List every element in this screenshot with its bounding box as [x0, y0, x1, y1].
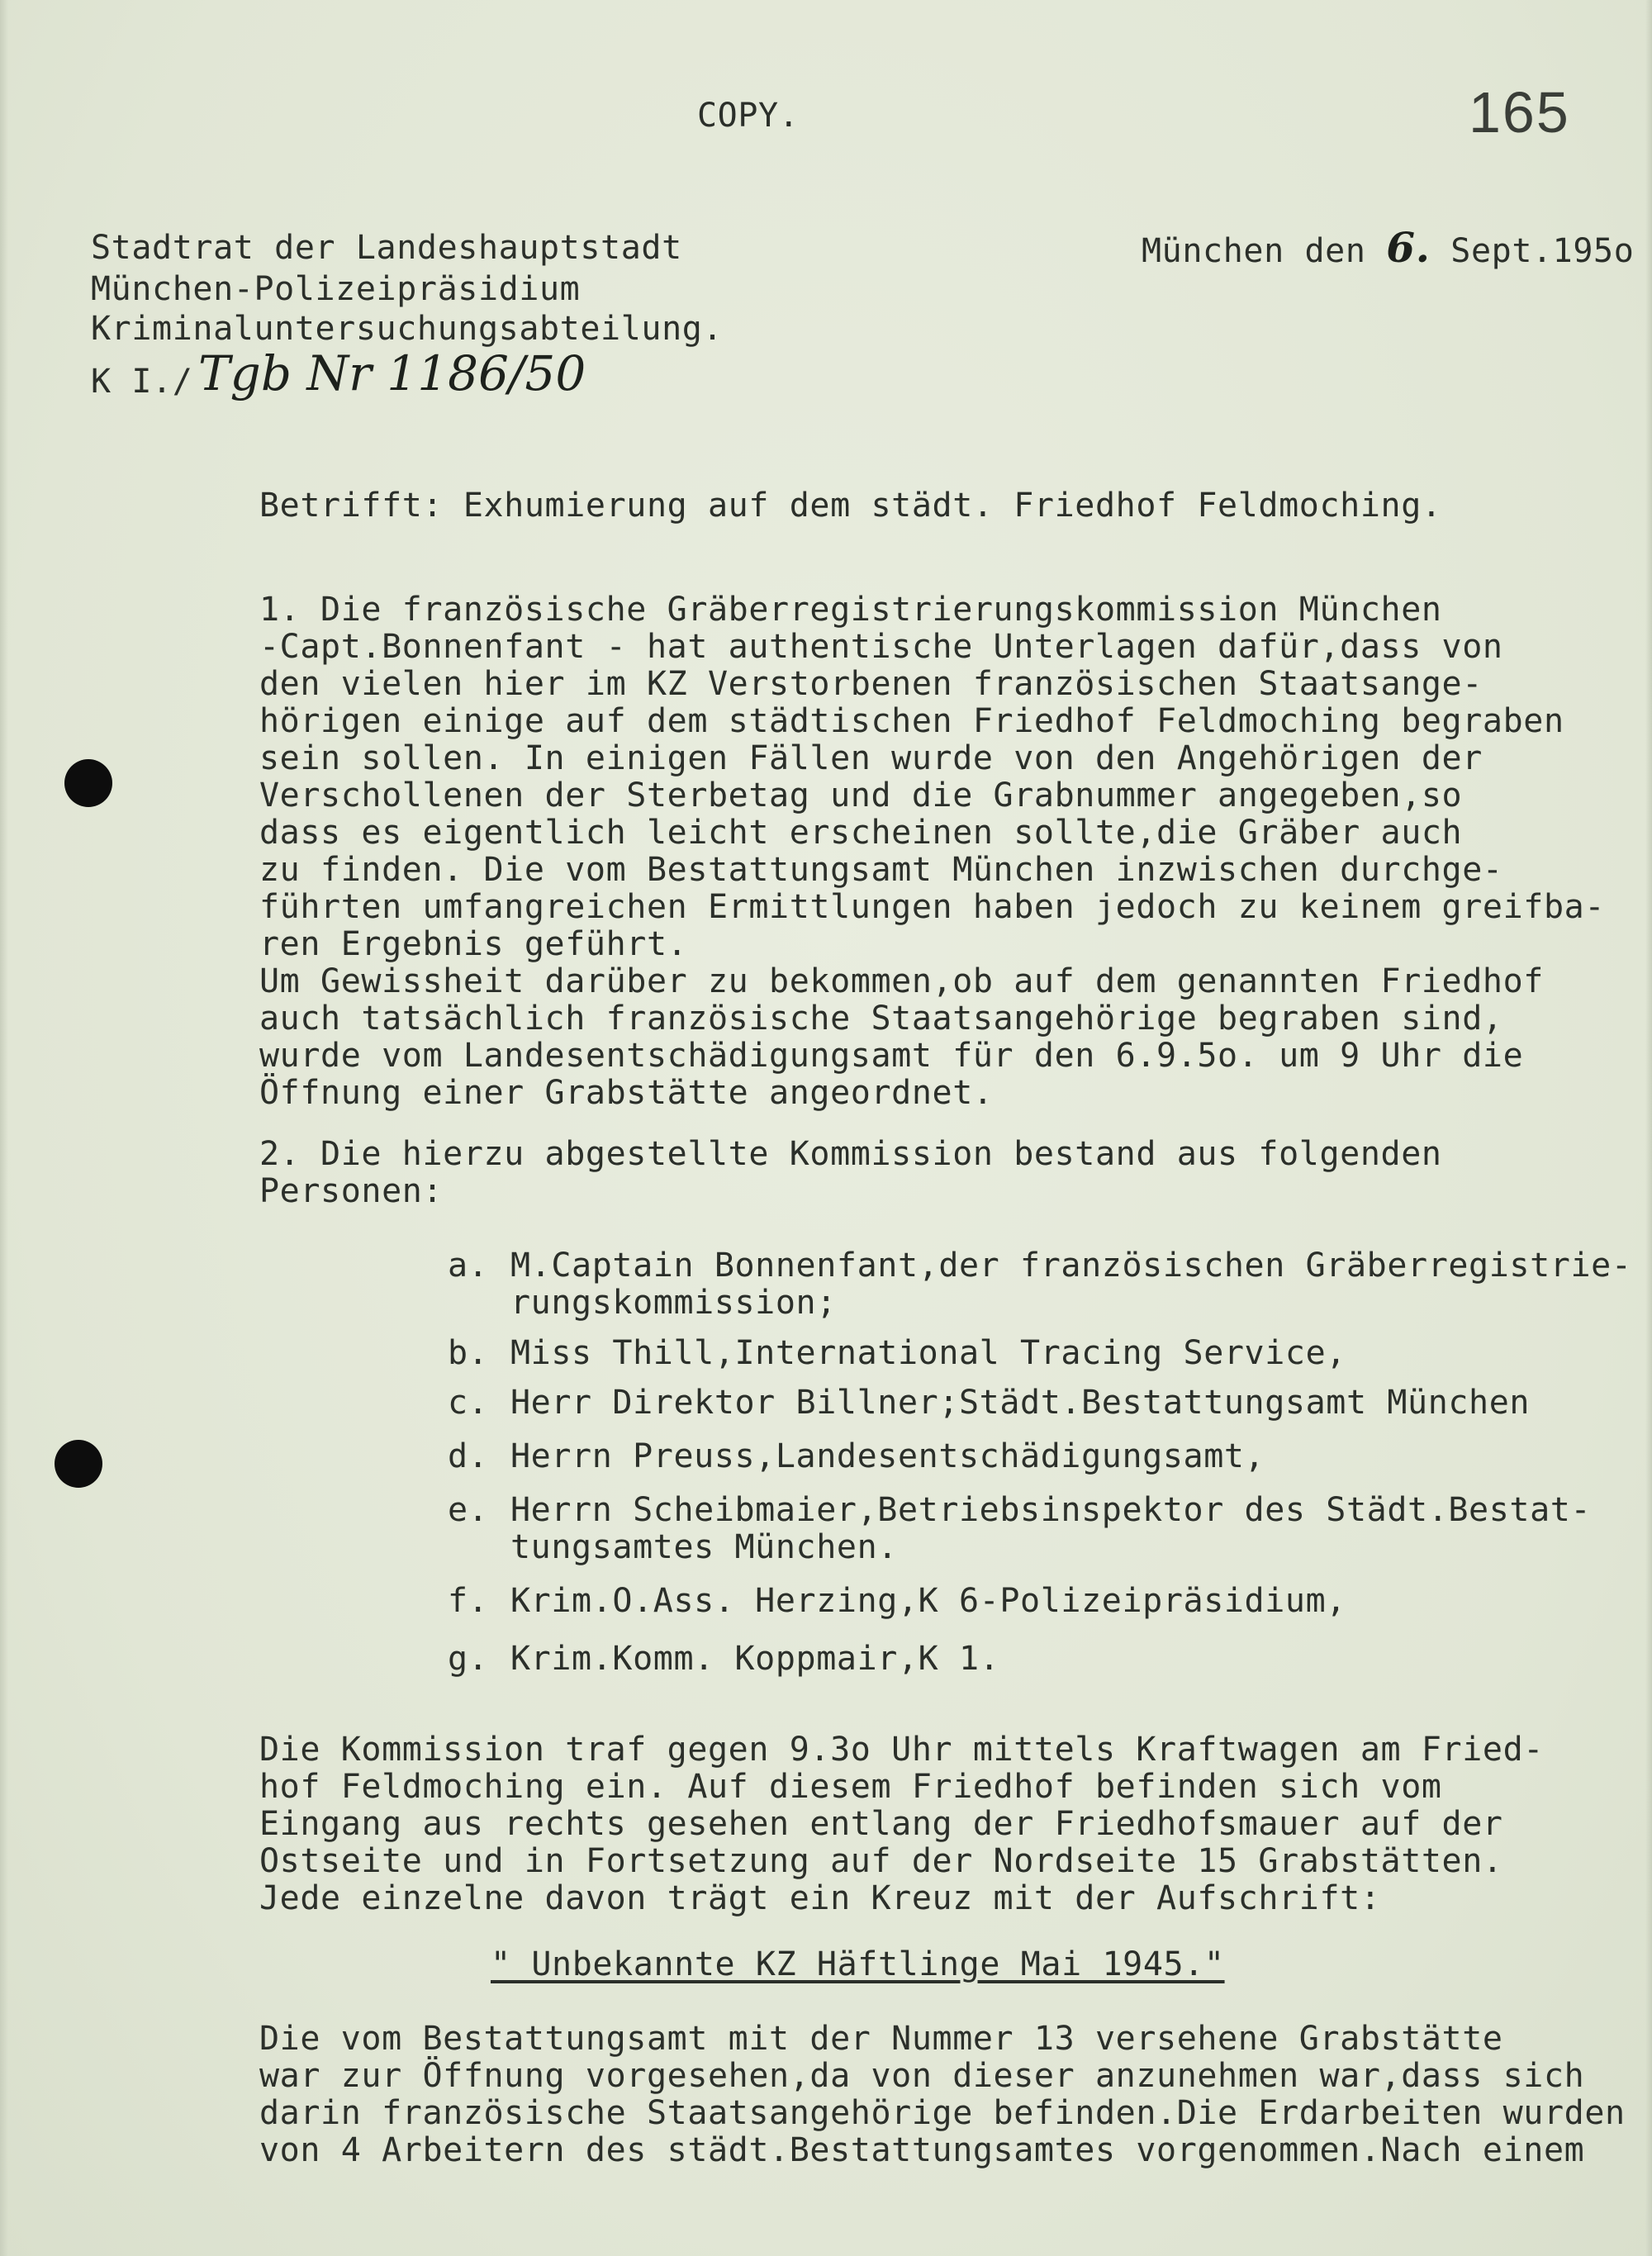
page-edge-right: [1645, 0, 1652, 2256]
paragraph-3-line: Jede einzelne davon trägt ein Kreuz mit der Aufschrift:: [259, 1879, 1381, 1917]
paragraph-3-line: hof Feldmoching ein. Auf diesem Friedhof befinden sich vom: [259, 1768, 1442, 1806]
punch-hole-icon: [64, 759, 112, 807]
member-letter: f.: [448, 1582, 489, 1620]
paragraph-1-line: hörigen einige auf dem städtischen Friedhof Feldmoching begraben: [259, 702, 1564, 740]
member-letter: e.: [448, 1491, 489, 1529]
date-prefix: München den: [1142, 232, 1387, 270]
paragraph-1-line: den vielen hier im KZ Verstorbenen französischen Staatsange-: [259, 665, 1483, 703]
paragraph-2-line: 2. Die hierzu abgestellte Kommission bestand aus folgenden: [259, 1135, 1442, 1173]
sender-line-1: Stadtrat der Landeshauptstadt: [91, 229, 682, 267]
reference-prefix: K I./: [91, 363, 193, 401]
paragraph-2-line: Personen:: [259, 1172, 444, 1210]
member-letter: b.: [448, 1334, 489, 1372]
page-number: 165: [1469, 80, 1570, 145]
paragraph-4-line: darin französische Staatsangehörige befinden.Die Erdarbeiten wurden: [259, 2094, 1626, 2132]
member-text: tungsamtes München.: [510, 1528, 898, 1566]
paragraph-1-line: -Capt.Bonnenfant - hat authentische Unterlagen dafür,dass von: [259, 628, 1503, 666]
reference-handwritten: Tgb Nr 1186/50: [198, 345, 586, 401]
paragraph-1-line: auch tatsächlich französische Staatsangehörige begraben sind,: [259, 1000, 1503, 1038]
member-letter: c.: [448, 1384, 489, 1422]
member-text: Herr Direktor Billner;Städt.Bestattungsamt München: [510, 1384, 1531, 1422]
paragraph-3-line: Ostseite und in Fortsetzung auf der Nordseite 15 Grabstätten.: [259, 1842, 1503, 1880]
paragraph-1-line: Öffnung einer Grabstätte angeordnet.: [259, 1074, 994, 1112]
paragraph-1-line: sein sollen. In einigen Fällen wurde von den Angehörigen der: [259, 739, 1483, 777]
paragraph-1-line: Um Gewissheit darüber zu bekommen,ob auf dem genannten Friedhof: [259, 962, 1544, 1000]
sender-line-3: Kriminaluntersuchungsabteilung.: [91, 310, 724, 348]
paragraph-1-line: zu finden. Die vom Bestattungsamt München inzwischen durchge-: [259, 851, 1503, 889]
member-text: Krim.O.Ass. Herzing,K 6-Polizeipräsidium,: [510, 1582, 1346, 1620]
member-letter: a.: [448, 1247, 489, 1285]
member-letter: g.: [448, 1640, 489, 1678]
date-day-handwritten: 6.: [1386, 223, 1431, 272]
member-text: Herrn Scheibmaier,Betriebsinspektor des Städt.Bestat-: [510, 1491, 1592, 1529]
paragraph-1-line: ren Ergebnis geführt.: [259, 925, 688, 963]
member-text: M.Captain Bonnenfant,der französischen Gräberregistrie-: [510, 1247, 1632, 1285]
paragraph-1-line: dass es eigentlich leicht erscheinen sollte,die Gräber auch: [259, 814, 1463, 852]
member-text: Herrn Preuss,Landesentschädigungsamt,: [510, 1437, 1265, 1475]
paragraph-4-line: war zur Öffnung vorgesehen,da von dieser anzunehmen war,dass sich: [259, 2057, 1585, 2095]
paragraph-1-line: wurde vom Landesentschädigungsamt für den 6.9.5o. um 9 Uhr die: [259, 1037, 1524, 1075]
date-rest: Sept.195o: [1430, 232, 1635, 270]
paragraph-1-line: führten umfangreichen Ermittlungen haben jedoch zu keinem greifba-: [259, 888, 1606, 926]
member-text: Miss Thill,International Tracing Service,: [510, 1334, 1346, 1372]
paragraph-4-line: von 4 Arbeitern des städt.Bestattungsamtes vorgenommen.Nach einem: [259, 2131, 1585, 2169]
member-text: Krim.Komm. Koppmair,K 1.: [510, 1640, 1000, 1678]
paragraph-4-line: Die vom Bestattungsamt mit der Nummer 13 versehene Grabstätte: [259, 2020, 1503, 2058]
cross-inscription: " Unbekannte KZ Häftlinge Mai 1945.": [491, 1945, 1225, 1983]
copy-label: COPY.: [697, 97, 800, 135]
paragraph-1-line: 1. Die französische Gräberregistrierungskommission München: [259, 591, 1442, 629]
member-text: rungskommission;: [510, 1284, 837, 1322]
paragraph-3-line: Die Kommission traf gegen 9.3o Uhr mittels Kraftwagen am Fried-: [259, 1731, 1544, 1769]
punch-hole-icon: [55, 1440, 102, 1488]
page-edge-left: [0, 0, 8, 2256]
sender-line-2: München-Polizeipräsidium: [91, 270, 581, 308]
subject-line: Betrifft: Exhumierung auf dem städt. Friedhof Feldmoching.: [259, 487, 1442, 525]
date-line: [1142, 223, 1635, 272]
paragraph-1-line: Verschollenen der Sterbetag und die Grabnummer angegeben,so: [259, 777, 1463, 815]
member-letter: d.: [448, 1437, 489, 1475]
paragraph-3-line: Eingang aus rechts gesehen entlang der Friedhofsmauer auf der: [259, 1805, 1503, 1843]
